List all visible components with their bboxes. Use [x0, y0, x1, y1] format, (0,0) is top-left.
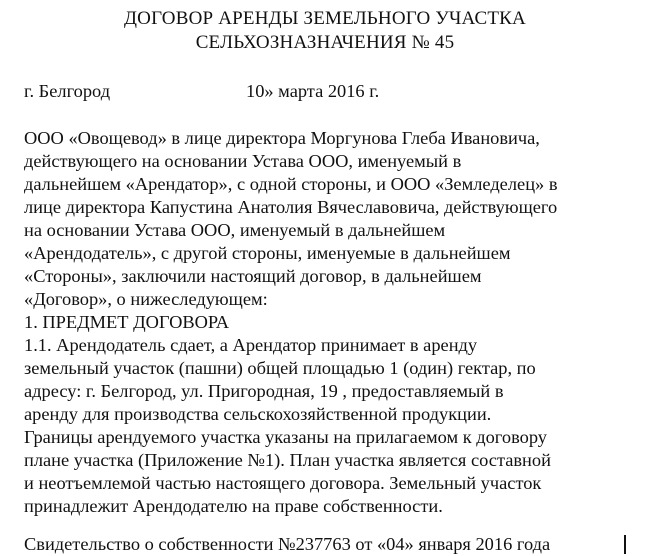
- section-line: аренду для производства сельскохозяйственной продукции.: [24, 404, 492, 424]
- preamble-line: ООО «Овощевод» в лице директора Моргунова Глеба Ивановича,: [24, 128, 540, 148]
- section-line: принадлежит Арендодателю на праве собственности.: [24, 496, 443, 516]
- section-line: Границы арендуемого участка указаны на прилагаемом к договору: [24, 427, 547, 447]
- preamble-line: действующего на основании Устава ООО, именуемый в: [24, 151, 462, 171]
- preamble-line: «Договор», о нижеследующем:: [24, 289, 268, 309]
- preamble-line: «Арендодатель», с другой стороны, именуемые в дальнейшем: [24, 243, 511, 263]
- document-title-line-2: СЕЛЬХОЗНАЗНАЧЕНИЯ № 45: [195, 32, 455, 53]
- text-cursor: [624, 535, 626, 554]
- preamble-line: на основании Устава ООО, именуемый в дальнейшем: [24, 220, 446, 240]
- section-line: плане участка (Приложение №1). План участка является составной: [24, 450, 551, 470]
- section-line: Свидетельство о собственности №237763 от «04» января 2016 года: [24, 534, 551, 554]
- section-line: и неотъемлемой частью настоящего договора. Земельный участок: [24, 473, 542, 493]
- section-line: земельный участок (пашни) общей площадью 1 (один) гектар, по: [24, 358, 536, 378]
- section-heading: 1. ПРЕДМЕТ ДОГОВОРА: [24, 312, 230, 332]
- contract-date: 10» марта 2016 г.: [246, 81, 380, 101]
- preamble-line: дальнейшем «Арендатор», с одной стороны, и ООО «Земледелец» в: [24, 174, 558, 194]
- contract-city: г. Белгород: [24, 81, 111, 101]
- preamble-line: «Стороны», заключили настоящий договор, в дальнейшем: [24, 266, 482, 286]
- document-title-line-1: ДОГОВОР АРЕНДЫ ЗЕМЕЛЬНОГО УЧАСТКА: [124, 8, 526, 29]
- section-line: адресу: г. Белгород, ул. Пригородная, 19 , предоставляемый в: [24, 381, 504, 401]
- section-line: 1.1. Арендодатель сдает, а Арендатор принимает в аренду: [24, 335, 478, 355]
- preamble-line: лице директора Капустина Анатолия Вячеславовича, действующего: [24, 197, 558, 217]
